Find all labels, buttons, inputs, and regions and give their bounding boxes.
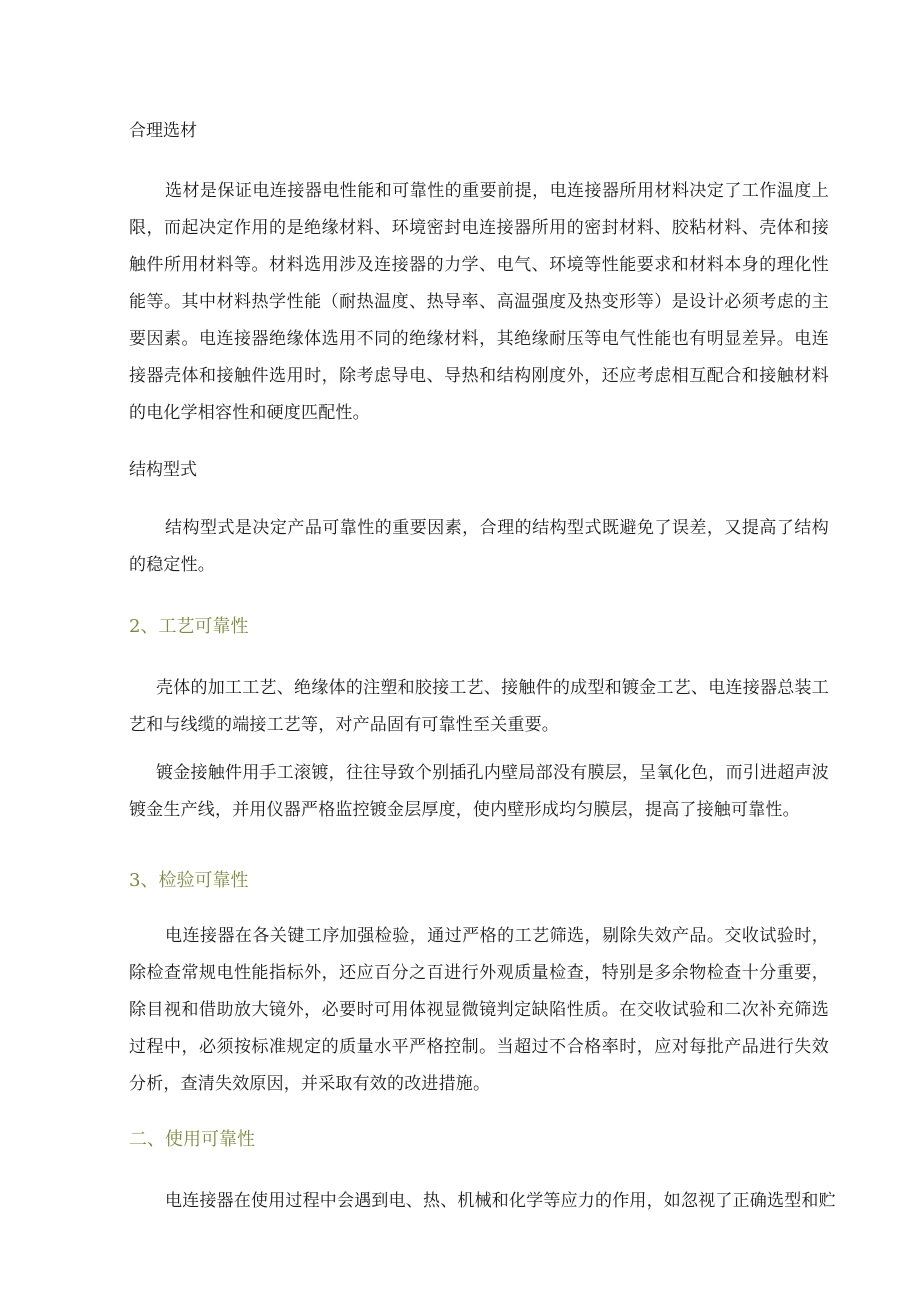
paragraph-structure-type: 结构型式是决定产品可靠性的重要因素，合理的结构型式既避免了误差，又提高了结构的稳定性。: [129, 518, 829, 575]
section-heading-usage-reliability: 二、使用可靠性: [129, 1129, 255, 1150]
paragraph-usage-reliability: 电连接器在使用过程中会遇到电、热、机械和化学等应力的作用，如忽视了正确选型和贮: [165, 1191, 836, 1211]
paragraph-process-reliability-1: 壳体的加工工艺、绝缘体的注塑和胶接工艺、接触件的成型和镀金工艺、电连接器总装工艺和与线缆的端接工艺等，对产品固有可靠性至关重要。: [129, 678, 829, 735]
paragraph-process-reliability-2: 镀金接触件用手工滚镀，往往导致个别插孔内壁局部没有膜层，呈氧化色，而引进超声波镀金生产线，并用仪器严格监控镀金层厚度，使内壁形成均匀膜层，提高了接触可靠性。: [129, 763, 829, 820]
section-heading-inspection-reliability: 3、检验可靠性: [129, 870, 249, 891]
subsection-heading-structure-type: 结构型式: [129, 460, 197, 480]
section-heading-process-reliability: 2、工艺可靠性: [129, 616, 249, 637]
subsection-heading-material-selection: 合理选材: [129, 121, 197, 141]
paragraph-material-selection: 选材是保证电连接器电性能和可靠性的重要前提，电连接器所用材料决定了工作温度上限，而起决定作用的是绝缘材料、环境密封电连接器所用的密封材料、胶粘材料、壳体和接触件所用材料等。材料选用涉及连接器的力学、电气、环境等性能要求和材料本身的理化性能等。其中材料热学性能（耐热温度、热导率、高温强度及热变形等）是设计必须考虑的主要因素。电连接器绝缘体选用不同的绝缘材料，其绝缘耐压等电气性能也有明显差异。电连接器壳体和接触件选用时，除考虑导电、导热和结构刚度外，还应考虑相互配合和接触材料的电化学相容性和硬度匹配性。: [129, 181, 829, 423]
paragraph-inspection-reliability: 电连接器在各关键工序加强检验，通过严格的工艺筛选，剔除失效产品。交收试验时，除检查常规电性能指标外，还应百分之百进行外观质量检查，特别是多余物检查十分重要，除目视和借助放大镜外，必要时可用体视显微镜判定缺陷性质。在交收试验和二次补充筛选过程中，必须按标准规定的质量水平严格控制。当超过不合格率时，应对每批产品进行失效分析，查清失效原因，并采取有效的改进措施。: [129, 926, 829, 1094]
